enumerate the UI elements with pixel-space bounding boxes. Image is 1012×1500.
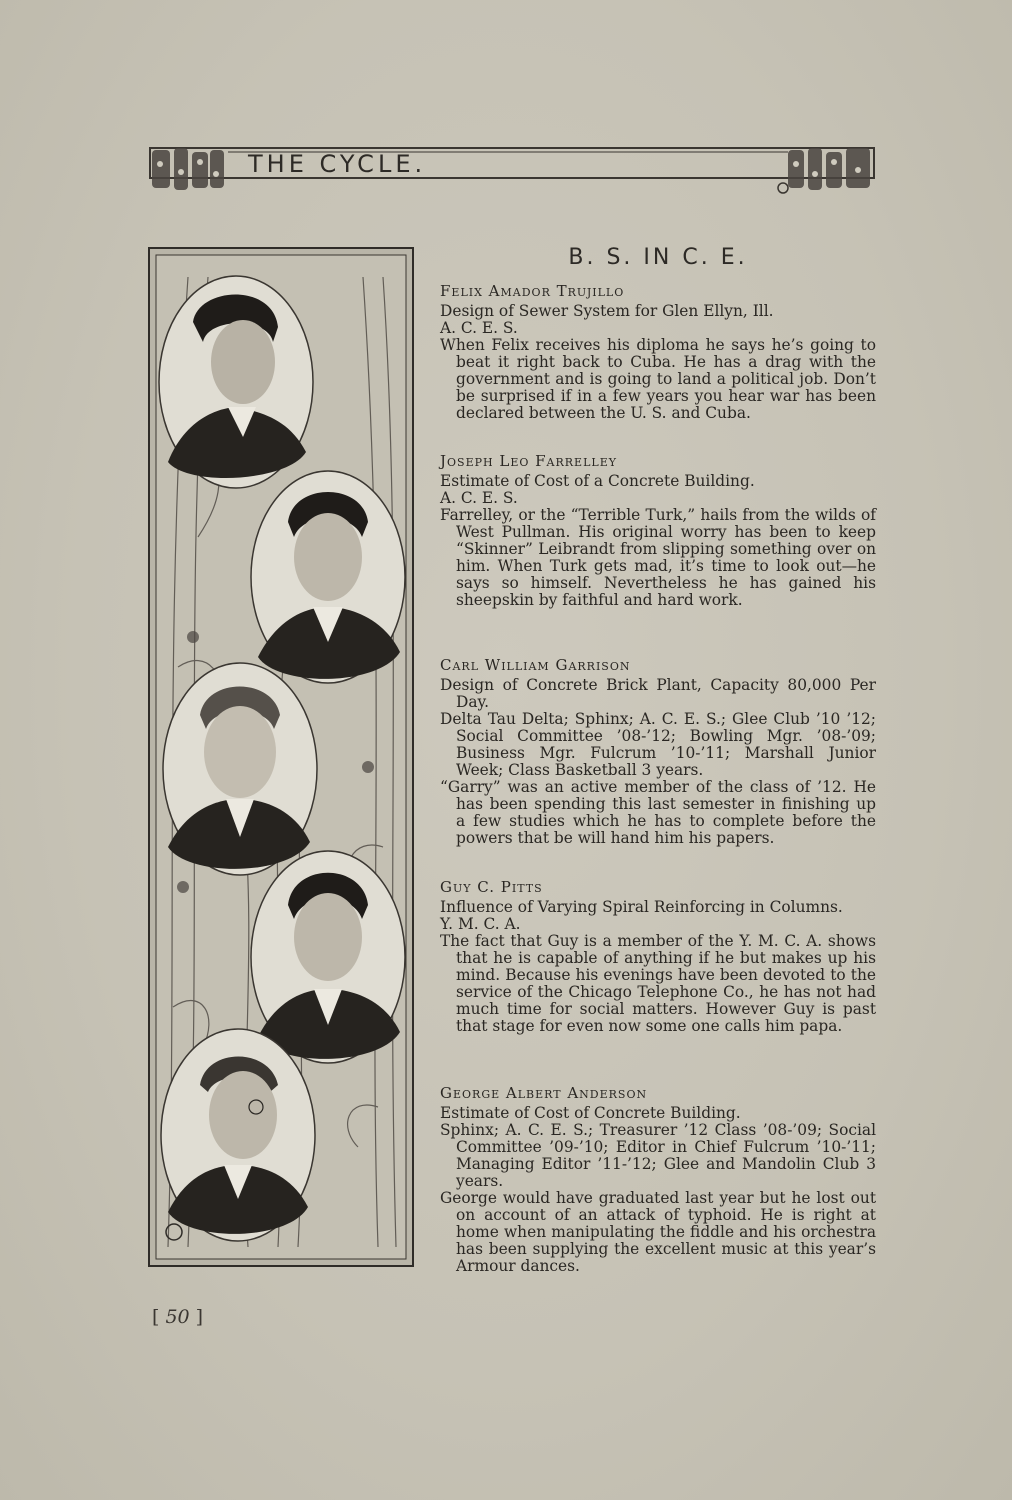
entry-thesis: Estimate of Cost of a Concrete Building. — [440, 472, 755, 490]
entry-bio: The fact that Guy is a member of the Y. M. C. A. shows that he is capable of anything if he but makes up his mind. Because his evenings have been devoted to the service of the Chicago Telephone Co., he has not had much time for social matters. However Guy is past that stage for even now some one calls him papa. — [440, 932, 876, 1035]
folio-bracket-close: ] — [189, 1306, 204, 1328]
entry-bio: George would have graduated last year but he lost out on account of an attack of typhoid. He is right at home when manipulating the fiddle and his orchestra has been supplying the excellent music at this year’s Armour dances. — [440, 1189, 876, 1275]
portrait-trujillo — [159, 276, 313, 488]
entry-name: George Albert Anderson — [440, 1084, 648, 1102]
entry-trujillo — [440, 283, 876, 422]
portrait-pitts — [251, 851, 405, 1063]
portrait-farrelley — [251, 471, 405, 683]
entry-thesis: Influence of Varying Spiral Reinforcing in Columns. — [440, 898, 843, 916]
entry-activities: A. C. E. S. — [440, 489, 518, 507]
entry-name: Felix Amador Trujillo — [440, 282, 625, 300]
portrait-anderson — [161, 1029, 315, 1241]
entry-thesis: Estimate of Cost of Concrete Building. — [440, 1104, 741, 1122]
folio-bracket-open: [ — [152, 1306, 166, 1328]
entry-activities: Delta Tau Delta; Sphinx; A. C. E. S.; Glee Club ’10 ’12; Social Committee ’08-’12; Bowling Mgr. ’08-’09; Business Mgr. Fulcrum ’10-’11; Marshall Junior Week; Class Basketball 3 years. — [440, 710, 876, 779]
entry-anderson — [440, 1085, 876, 1275]
page-number — [152, 1306, 203, 1328]
entry-bio: Farrelley, or the “Terrible Turk,” hails from the wilds of West Pullman. His original worry has been to keep “Skinner” Leibrandt from slipping something over on him. When Turk gets mad, it’s time to look out—he says so himself. Nevertheless he has gained his sheepskin by faithful and hard work. — [440, 506, 876, 609]
header-banner — [148, 144, 876, 196]
section-title: B. S. IN C. E. — [568, 245, 748, 270]
entry-thesis: Design of Concrete Brick Plant, Capacity 80,000 Per Day. — [440, 676, 876, 711]
entry-bio: “Garry” was an active member of the class of ’12. He has been spending this last semester in finishing up a few studies which he has to complete before the powers that be will hand him his papers. — [440, 778, 876, 847]
entry-activities: A. C. E. S. — [440, 319, 518, 337]
portrait-garrison — [163, 663, 317, 875]
entry-farrelley — [440, 453, 876, 609]
page-number-value: 50 — [165, 1306, 190, 1328]
header-title: THE CYCLE. — [248, 150, 427, 178]
entry-activities: Y. M. C. A. — [440, 915, 521, 933]
text-column — [440, 245, 876, 1275]
entry-thesis: Design of Sewer System for Glen Ellyn, Ill. — [440, 302, 774, 320]
entry-name: Guy C. Pitts — [440, 878, 543, 896]
entry-pitts — [440, 879, 876, 1035]
entry-bio: When Felix receives his diploma he says he’s going to beat it right back to Cuba. He has a drag with the government and is going to land a political job. Don’t be surprised if in a few years you hear war has been declared between the U. S. and Cuba. — [440, 336, 876, 422]
entry-name: Joseph Leo Farrelley — [440, 452, 617, 470]
entry-name: Carl William Garrison — [440, 656, 631, 674]
entry-activities: Sphinx; A. C. E. S.; Treasurer ’12 Class ’08-’09; Social Committee ’09-’10; Editor in Chief Fulcrum ’10-’11; Managing Editor ’11-’12; Glee and Mandolin Club 3 years. — [440, 1121, 876, 1190]
entry-garrison — [440, 657, 876, 847]
portrait-illustration — [148, 247, 414, 1267]
portrait-panel — [148, 247, 414, 1267]
